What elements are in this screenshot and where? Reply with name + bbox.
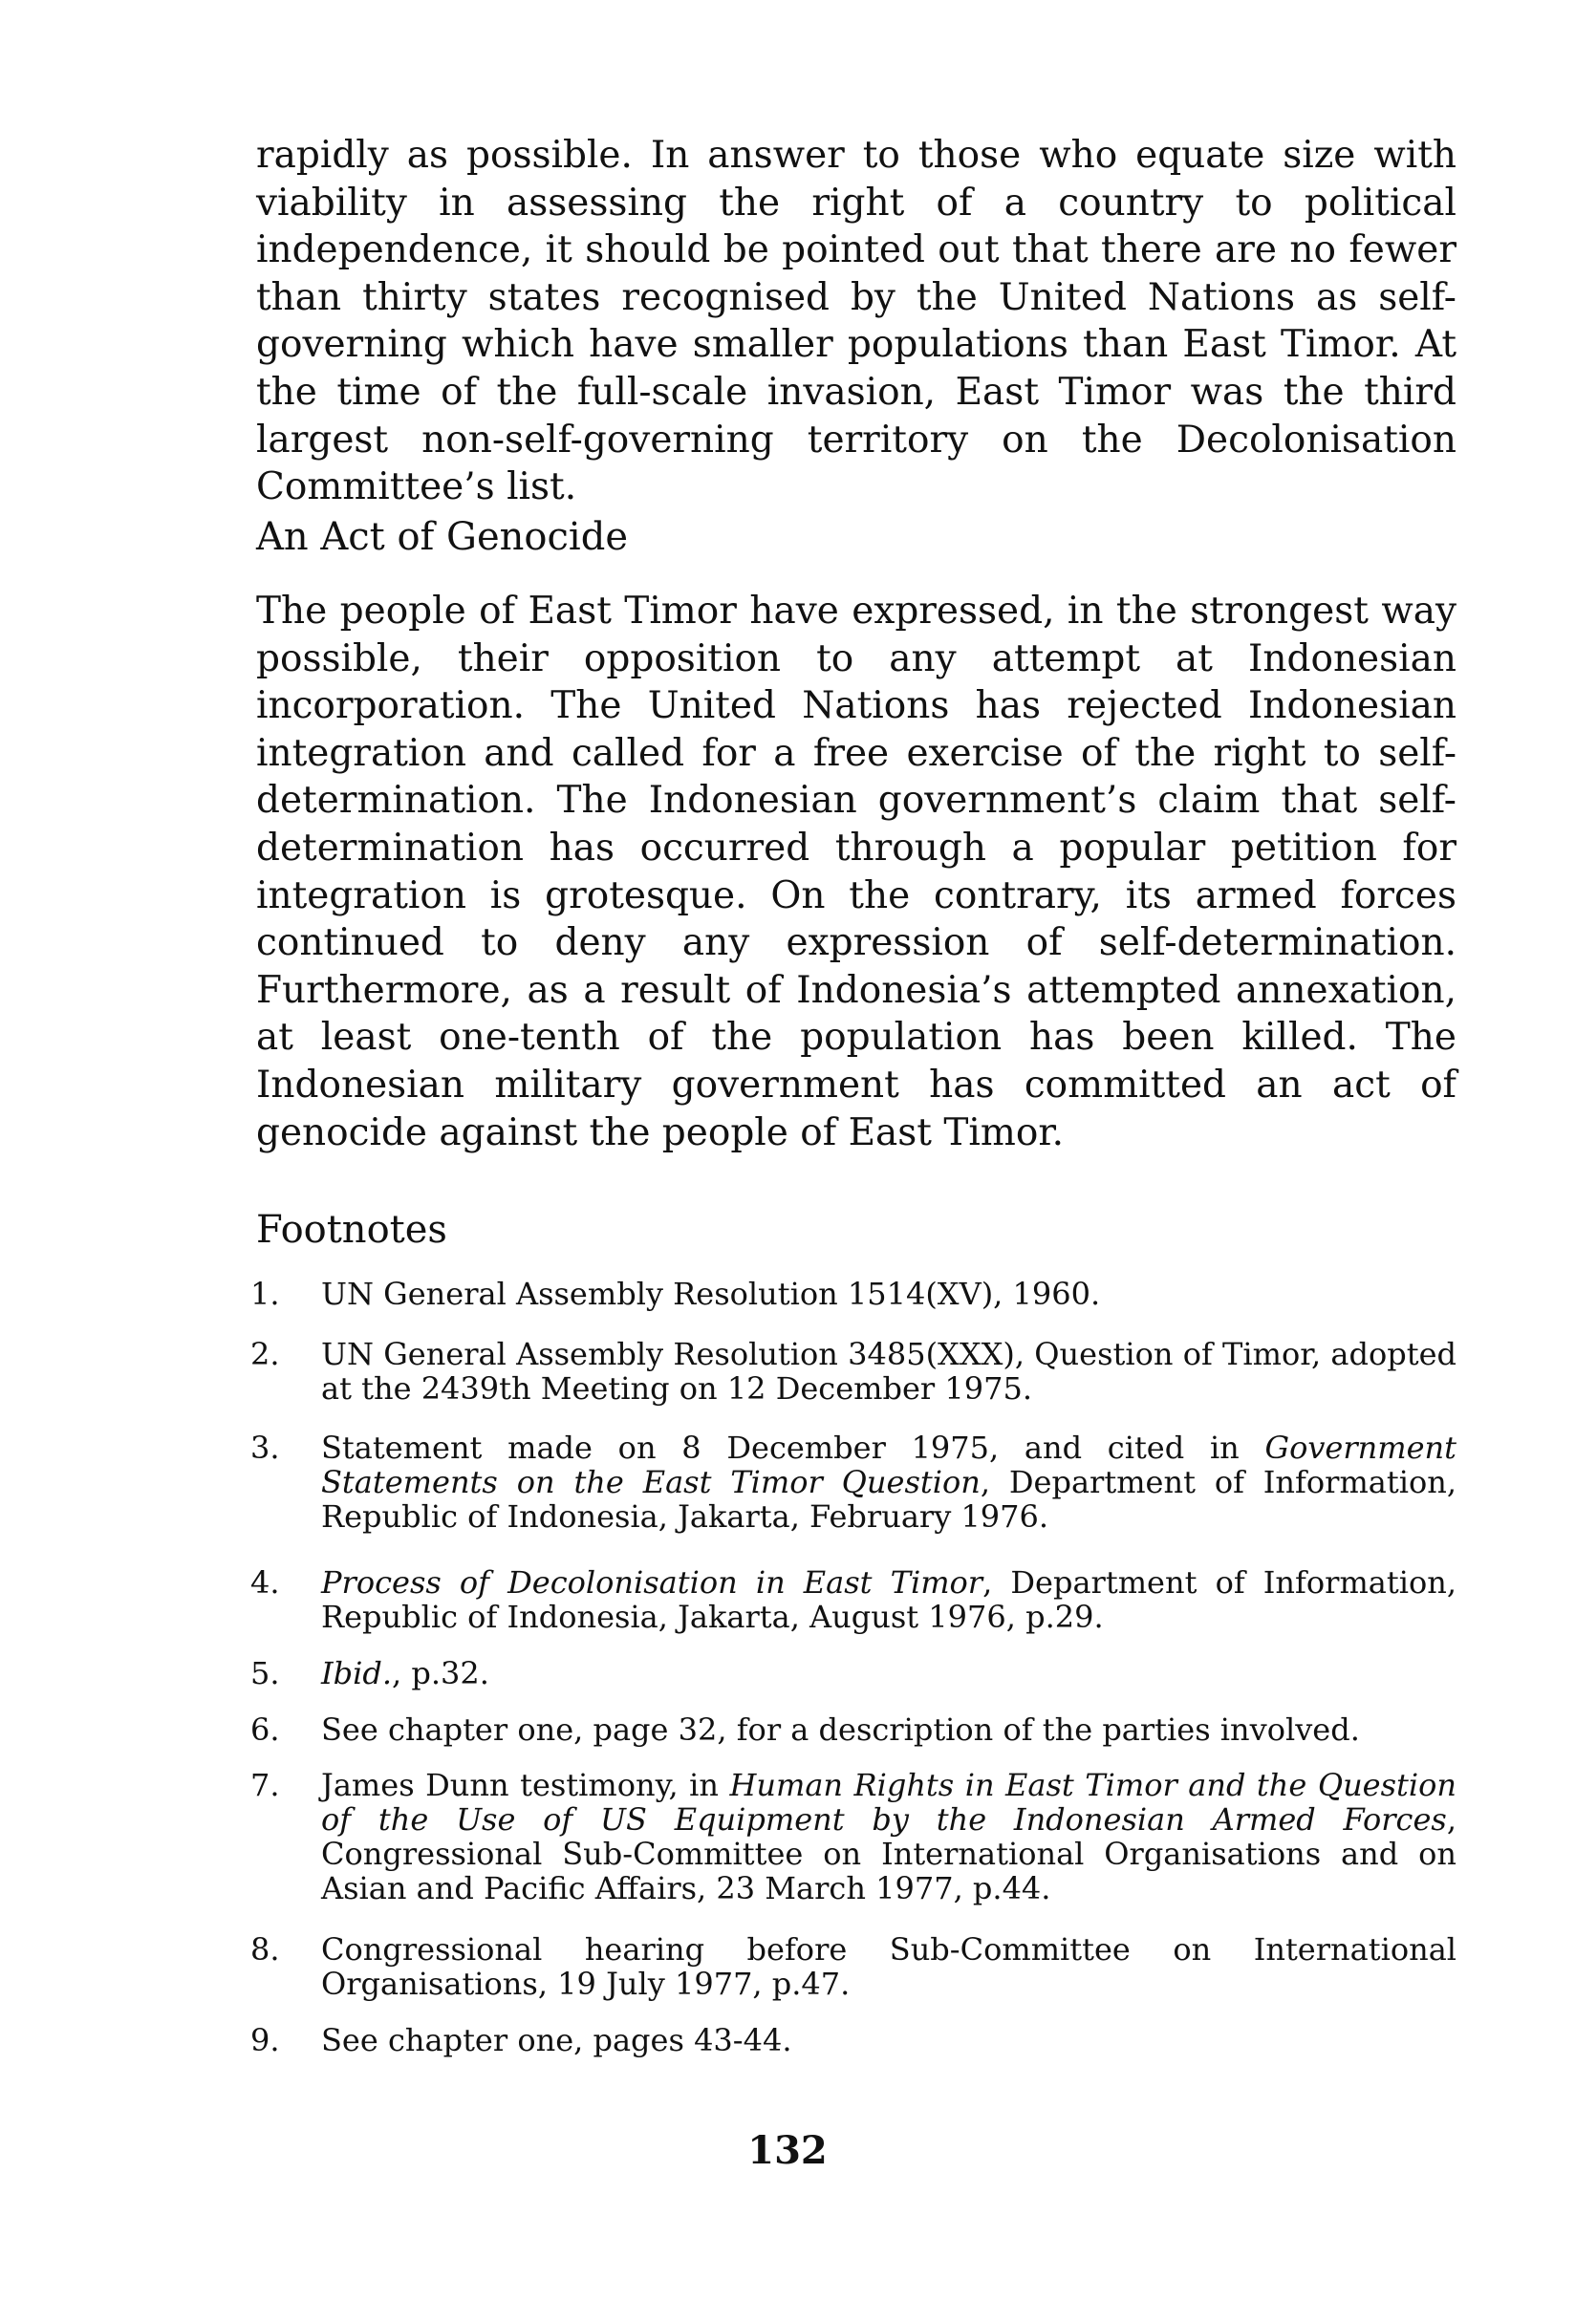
footnote-text-part: , p.32. [392, 1655, 489, 1691]
cited-title: Ibid. [321, 1655, 393, 1691]
footnote [250, 2023, 1456, 2057]
footnote-text-part: , Department of Information, Republic of Indonesia, Jakarta, August 1976, p.29. [321, 1564, 1457, 1635]
footnote-number: 9. [250, 2022, 280, 2058]
footnote [250, 1768, 1456, 1905]
footnote [250, 1656, 1456, 1690]
body-paragraph: rapidly as possible. In answer to those who equate size with viability in assessing the right of a country to political independence, it should be pointed out that there are no fewer than thirty states recognised by the United Nations as self-governing which have smaller populations than East Timor. At the time of the full-scale invasion, East Timor was the third largest non-self-governing territory on the Decolonisation Committee’s list. [256, 134, 1456, 509]
footnote-number: 2. [250, 1336, 280, 1372]
footnote-text: UN General Assembly Resolution 1514(XV), 1960. [321, 1276, 1101, 1312]
footnotes-heading: Footnotes [256, 1208, 447, 1252]
footnote [250, 1337, 1456, 1406]
footnote-text: UN General Assembly Resolution 3485(XXX), Question of Timor, adopted at the 2439th Meeting on 12 December 1975. [321, 1336, 1456, 1407]
cited-title: Government Statements on the East Timor Question [321, 1430, 1456, 1500]
cited-title: Process of Decolonisation in East Timor [321, 1564, 983, 1601]
section-heading: An Act of Genocide [256, 515, 628, 559]
footnote-number: 5. [250, 1655, 280, 1691]
footnote-text [321, 1656, 1456, 1690]
footnote-text: Congressional hearing before Sub-Committee on International Organisations, 19 July 1977, p.47. [321, 1931, 1456, 2002]
footnote-text [321, 1768, 1456, 1905]
footnote-text-part: Statement made on 8 December 1975, and cited in [321, 1430, 1265, 1466]
footnote-number: 4. [250, 1564, 280, 1601]
footnote-number: 7. [250, 1767, 280, 1803]
footnote-number: 8. [250, 1931, 280, 1968]
body-paragraph: The people of East Timor have expressed, in the strongest way possible, their opposition to any attempt at Indonesian incorporation. The United Nations has rejected Indonesian integration and called for a free exercise of the right to self-determination. The Indonesian government’s claim that self-determination has occurred through a popular petition for integration is grotesque. On the contrary, its armed forces continued to deny any expression of self-determination. Furthermore, as a result of Indonesia’s attempted annexation, at least one-tenth of the population has been killed. The Indonesian military government has committed an act of genocide against the people of East Timor. [256, 590, 1456, 1154]
footnote-number: 3. [250, 1430, 280, 1466]
footnote [250, 1277, 1456, 1311]
footnote [250, 1565, 1456, 1634]
footnote-number: 1. [250, 1276, 280, 1312]
footnote [250, 1712, 1456, 1747]
footnote-text-part: , Department of Information, Republic of Indonesia, Jakarta, February 1976. [321, 1464, 1457, 1535]
footnote-text-part: James Dunn testimony, in [321, 1767, 730, 1803]
footnote-text: See chapter one, pages 43-44. [321, 2022, 792, 2058]
footnote-number: 6. [250, 1711, 280, 1748]
page-number: 132 [747, 2128, 828, 2173]
footnote-text [321, 1431, 1456, 1534]
cited-title: Human Rights in East Timor and the Question of the Use of US Equipment by the Indonesian Armed Forces [321, 1767, 1457, 1838]
footnote-text: See chapter one, page 32, for a description of the parties involved. [321, 1711, 1360, 1748]
footnote-text [321, 1565, 1456, 1634]
footnote [250, 1932, 1456, 2001]
footnote-text-part: , Congressional Sub-Committee on International Organisations and on Asian and Pacific Affairs, 23 March 1977, p.44. [321, 1801, 1456, 1906]
footnote [250, 1431, 1456, 1534]
